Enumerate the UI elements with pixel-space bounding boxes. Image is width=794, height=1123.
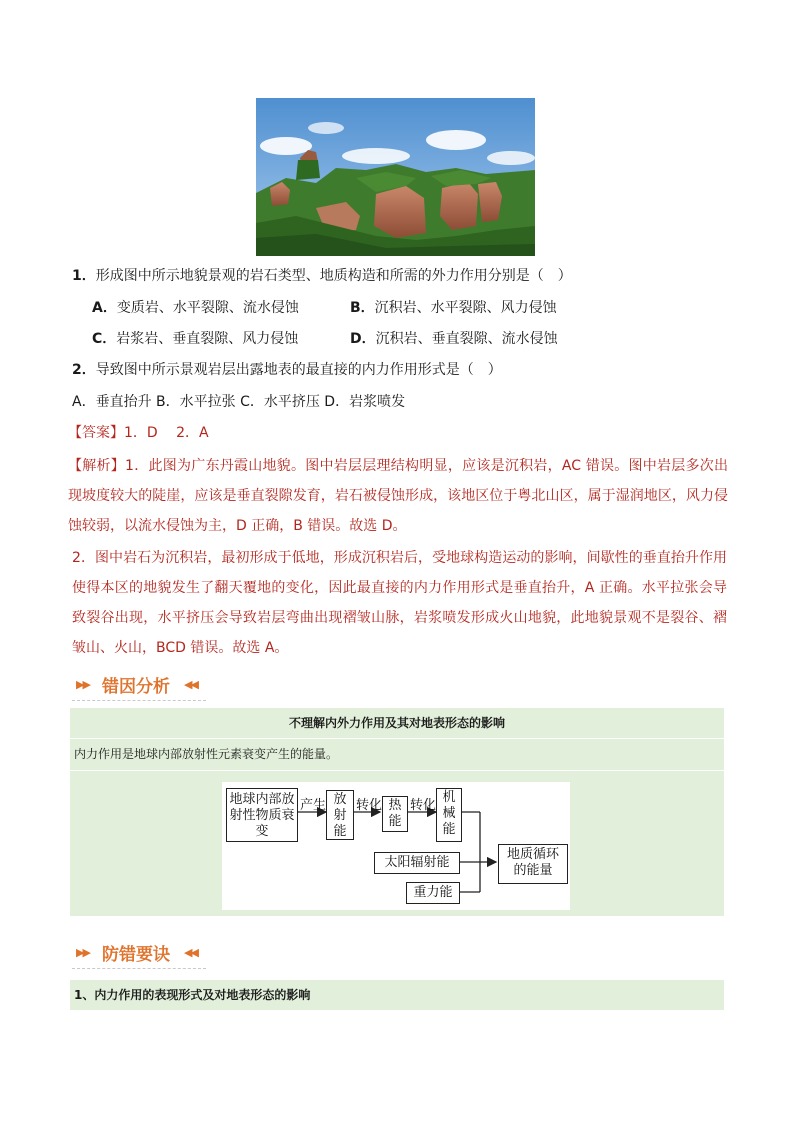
answer-text: 1．D 2．A xyxy=(124,425,209,441)
error-analysis-box-title: 不理解内外力作用及其对地表形态的影响 xyxy=(70,708,724,739)
option-label: C． xyxy=(92,331,117,347)
question-2-text: 导致图中所示景观岩层出露地表的最直接的内力作用形式是（ ） xyxy=(95,362,502,378)
divider xyxy=(70,770,724,771)
option-1c xyxy=(92,329,298,349)
diagram-label-produce: 产生 xyxy=(300,798,327,813)
analysis-tag: 【解析】 xyxy=(68,458,126,474)
double-arrow-right-icon: ▶▶ xyxy=(76,678,89,691)
danxia-landscape-photo xyxy=(256,98,535,256)
double-arrow-left-icon: ◀◀ xyxy=(184,678,197,691)
error-analysis-box-text: 内力作用是地球内部放射性元素衰变产生的能量。 xyxy=(74,747,339,761)
option-text: 变质岩、水平裂隙、流水侵蚀 xyxy=(116,300,299,316)
error-analysis-box xyxy=(70,708,724,916)
question-2-number: 2． xyxy=(72,362,96,378)
double-arrow-right-icon: ▶▶ xyxy=(76,946,89,959)
error-prevention-box xyxy=(70,980,724,1010)
error-prevention-box-title: 1、内力作用的表现形式及对地表形态的影响 xyxy=(74,988,311,1002)
option-1a xyxy=(92,298,299,318)
section-title: 防错要诀 xyxy=(102,945,170,965)
diagram-box-geologic-cycle-energy: 地质循环的能量 xyxy=(498,844,568,884)
diagram-box-radioactive-decay: 地球内部放射性物质衰变 xyxy=(226,788,298,842)
diagram-box-mechanical-energy: 机械能 xyxy=(436,788,462,842)
question-1-text: 形成图中所示地貌景观的岩石类型、地质构造和所需的外力作用分别是（ ） xyxy=(95,268,572,284)
option-label: A． xyxy=(92,300,117,316)
diagram-label-convert-1: 转化 xyxy=(356,798,383,813)
landscape-illustration xyxy=(256,98,535,256)
option-text: 沉积岩、水平裂隙、风力侵蚀 xyxy=(374,300,557,316)
diagram-box-gravity: 重力能 xyxy=(406,882,460,904)
answer-tag: 【答案】 xyxy=(68,425,124,441)
option-1b xyxy=(350,298,557,318)
section-title: 错因分析 xyxy=(102,677,170,697)
double-arrow-left-icon: ◀◀ xyxy=(184,946,197,959)
option-label: D． xyxy=(350,331,376,347)
section-heading-error-prevention xyxy=(72,938,206,969)
analysis-paragraph-2: 2．图中岩石为沉积岩，最初形成于低地，形成沉积岩后，受地球构造运动的影响，间歇性的垂直抬升作用使得本区的地貌发生了翻天覆地的变化，因此最直接的内力作用形式是垂直抬升，A 正确。水平拉张会导致裂谷出现，水平挤压会导致岩层弯曲出现褶皱山脉，岩浆喷发形成火山地貌，此地貌景观不是裂谷、褶皱山、火山，BCD 错误。故选 A。 xyxy=(72,550,727,656)
section-heading-error-analysis xyxy=(72,670,206,701)
question-2-options: A．垂直抬升 B．水平拉张 C．水平挤压 D．岩浆喷发 xyxy=(72,394,406,410)
diagram-box-solar-radiation: 太阳辐射能 xyxy=(374,852,460,874)
option-text: 岩浆岩、垂直裂隙、风力侵蚀 xyxy=(116,331,299,347)
diagram-label-convert-2: 转化 xyxy=(410,798,437,813)
diagram-box-heat-energy: 热能 xyxy=(382,796,408,832)
answer-line xyxy=(68,423,209,443)
option-label: B． xyxy=(350,300,375,316)
diagram-box-radiant-energy: 放射能 xyxy=(326,790,354,840)
question-1-number: 1． xyxy=(72,268,96,284)
analysis-paragraph-1 xyxy=(68,451,728,541)
option-1d xyxy=(350,329,558,349)
question-1 xyxy=(72,266,572,286)
energy-flow-diagram xyxy=(222,782,570,910)
option-text: 沉积岩、垂直裂隙、流水侵蚀 xyxy=(375,331,558,347)
question-2 xyxy=(72,360,502,380)
analysis-text-1: 1．此图为广东丹霞山地貌。图中岩层层理结构明显，应该是沉积岩，AC 错误。图中岩层多次出现坡度较大的陡崖，应该是垂直裂隙发育，岩石被侵蚀形成，该地区位于粤北山区，属于湿润地区，风力侵蚀较弱，以流水侵蚀为主，D 正确，B 错误。故选 D。 xyxy=(68,458,728,534)
